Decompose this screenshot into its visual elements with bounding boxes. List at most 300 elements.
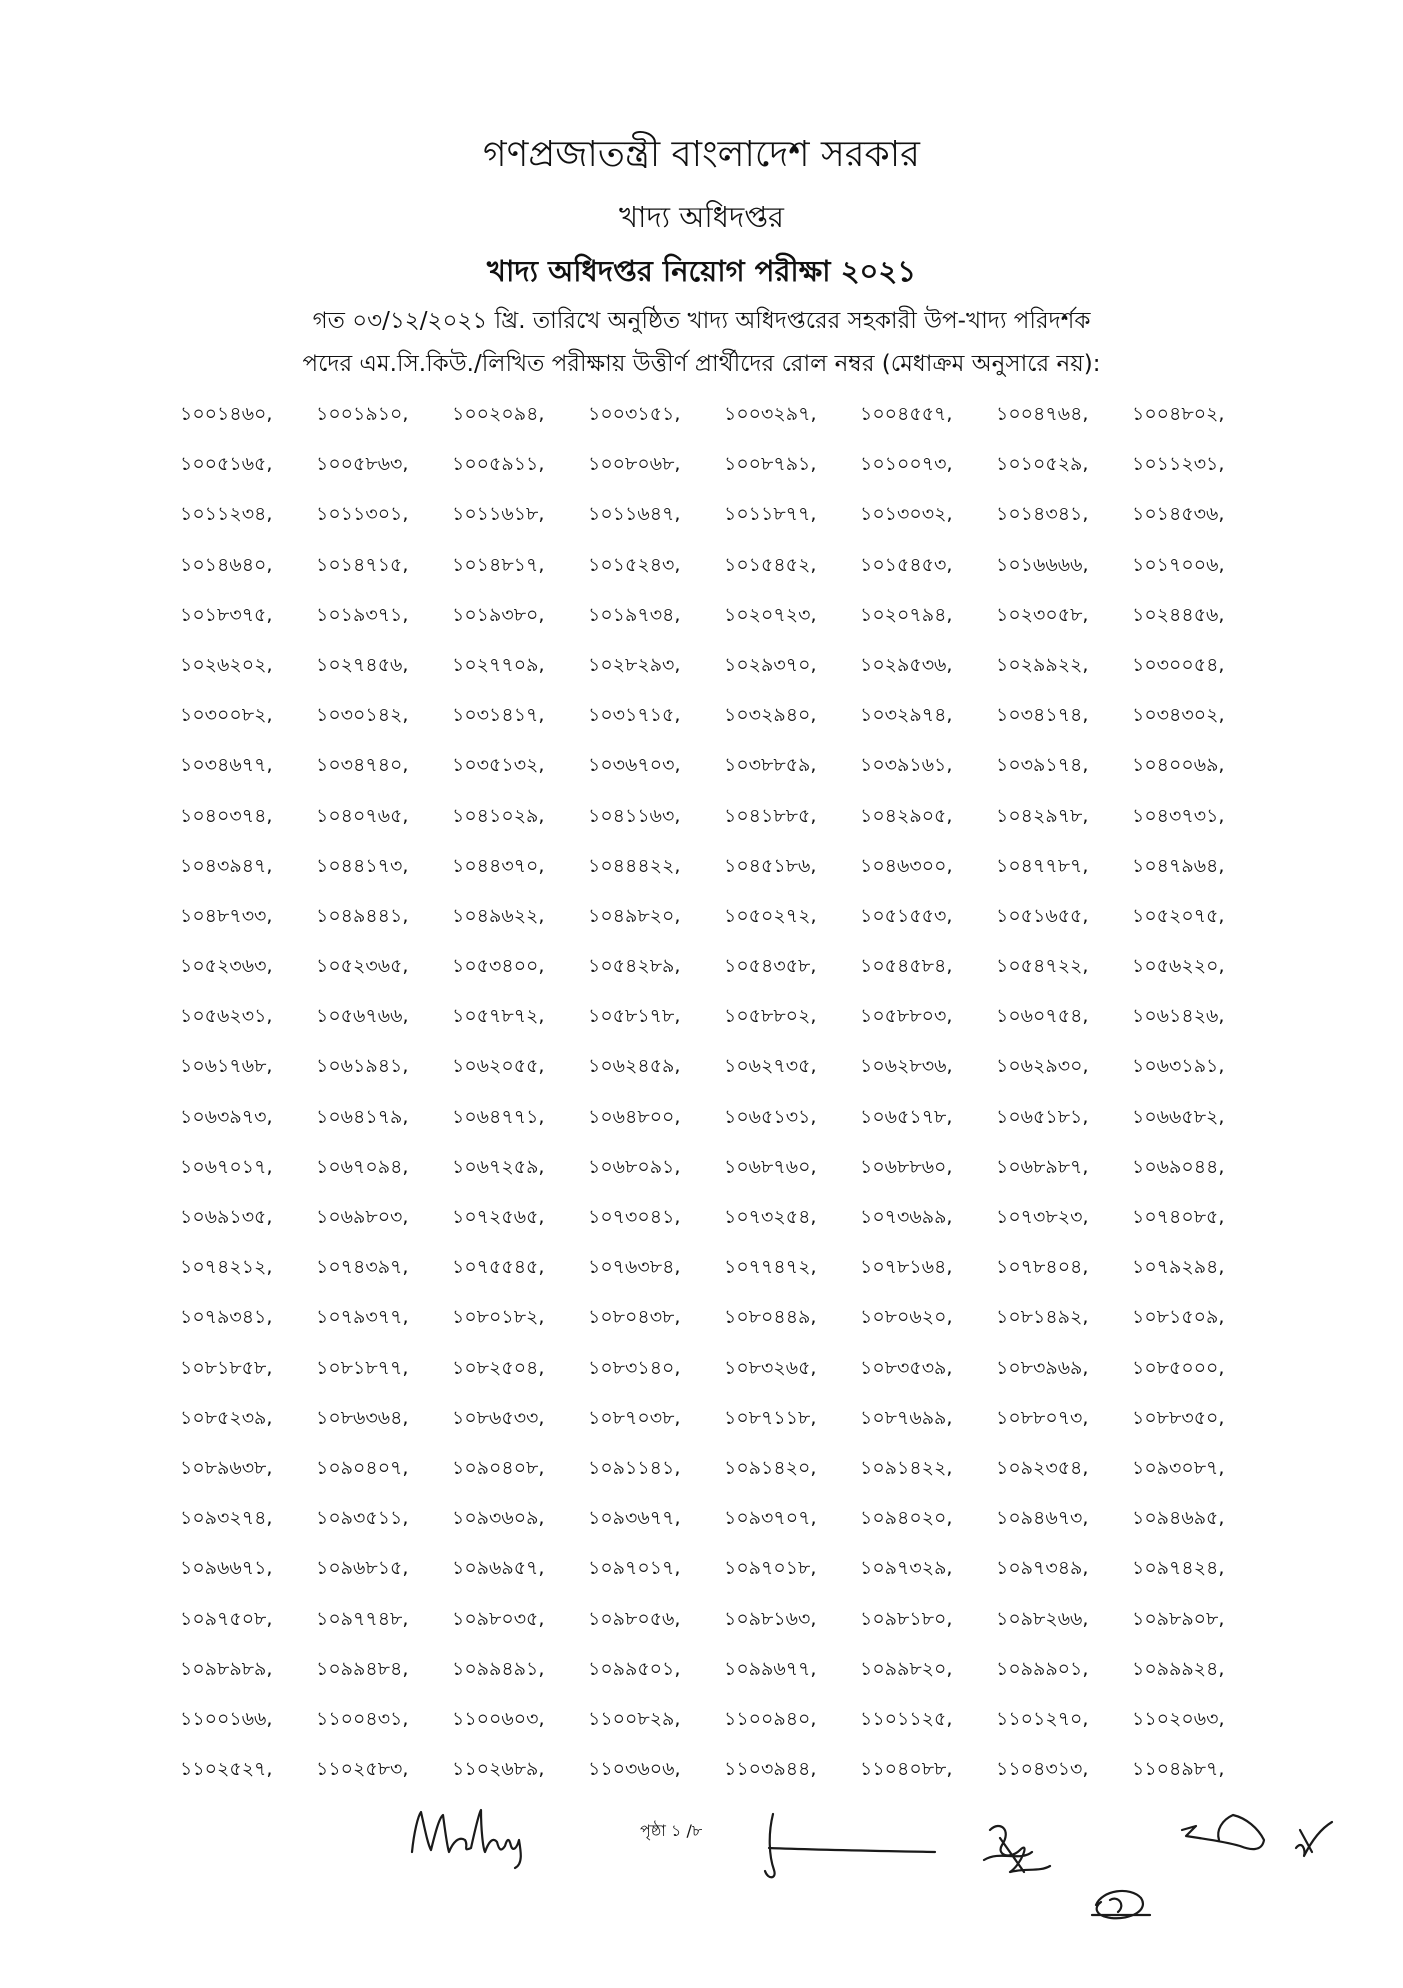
roll-number: ১১০০৯৪০ (724, 1707, 811, 1730)
roll-number-cell (996, 841, 1132, 891)
roll-number: ১০৫৭৮৭২ (452, 1005, 539, 1028)
roll-number-separator: , (538, 1657, 545, 1680)
roll-number-cell (588, 941, 724, 991)
roll-number-cell (860, 640, 996, 690)
roll-number-separator: , (810, 503, 817, 526)
roll-number-cell (452, 841, 588, 891)
roll-number-cell (588, 791, 724, 841)
roll-number-separator: , (538, 1406, 545, 1429)
roll-number-cell (860, 690, 996, 740)
roll-number: ১০২৯৩৭০ (724, 653, 811, 676)
roll-number-separator: , (1218, 403, 1225, 425)
roll-number-cell (180, 740, 316, 790)
roll-number-separator: , (1082, 1707, 1089, 1730)
roll-number: ১০৯৮৯০৮ (1132, 1607, 1219, 1630)
roll-number-separator: , (266, 1406, 273, 1429)
roll-number-separator: , (538, 1557, 545, 1580)
roll-number: ১০৬৯০৪৪ (1132, 1155, 1219, 1178)
roll-number-separator: , (266, 1356, 273, 1379)
roll-number-separator: , (810, 1256, 817, 1279)
roll-number: ১১০৩৯৪৪ (724, 1758, 811, 1781)
roll-number-separator: , (538, 955, 545, 978)
roll-number-separator: , (402, 1155, 409, 1178)
roll-number-cell (588, 439, 724, 489)
roll-number-separator: , (1082, 1657, 1089, 1680)
roll-number-separator: , (674, 1607, 681, 1630)
roll-number: ১০২৪৪৫৬ (1132, 603, 1219, 626)
roll-number: ১০০৩১৫১ (588, 403, 675, 425)
roll-number-cell (588, 1242, 724, 1292)
roll-number: ১০৫৬২৩১ (180, 1005, 267, 1028)
roll-number-cell (180, 590, 316, 640)
roll-number-cell (452, 590, 588, 640)
roll-number-separator: , (1218, 1055, 1225, 1078)
roll-number-cell (860, 489, 996, 539)
roll-number-cell (180, 1594, 316, 1644)
roll-number-cell (724, 1192, 860, 1242)
roll-number-separator: , (402, 603, 409, 626)
roll-number-cell (724, 690, 860, 740)
roll-number-cell (316, 590, 452, 640)
roll-number-cell (180, 1744, 316, 1794)
roll-number-cell (1132, 1644, 1268, 1694)
roll-number-separator: , (946, 403, 953, 425)
roll-number-separator: , (538, 1055, 545, 1078)
roll-number-separator: , (402, 1105, 409, 1128)
roll-number-cell (860, 1644, 996, 1694)
roll-number: ১০৯৯৪৮৪ (316, 1657, 403, 1680)
roll-number: ১০৯৪৬৭৩ (996, 1507, 1083, 1530)
roll-number: ১০৬৩৯৭৩ (180, 1105, 267, 1128)
roll-number-separator: , (1218, 1356, 1225, 1379)
roll-number-cell (1132, 1041, 1268, 1091)
roll-number-cell (724, 1493, 860, 1543)
roll-number-separator: , (1218, 1758, 1225, 1781)
roll-number-separator: , (1082, 1256, 1089, 1279)
roll-number-separator: , (1082, 1557, 1089, 1580)
roll-number: ১০৭৪০৮৫ (1132, 1206, 1219, 1228)
roll-number-separator: , (674, 704, 681, 727)
roll-number: ১১০৪০৮৮ (860, 1758, 947, 1781)
roll-number: ১০৫৩৪০০ (452, 955, 539, 978)
roll-number: ১০৮৮৩৫০ (1132, 1406, 1219, 1429)
roll-number-cell (452, 1694, 588, 1744)
roll-number-cell (316, 389, 452, 439)
roll-number-cell (1132, 841, 1268, 891)
roll-number-separator: , (402, 854, 409, 877)
roll-number-cell (180, 389, 316, 439)
roll-number-cell (588, 891, 724, 941)
roll-number-cell (724, 1343, 860, 1393)
roll-number: ১০৩৫১৩২ (452, 754, 539, 777)
roll-number-separator: , (946, 1206, 953, 1228)
roll-number-cell (860, 1493, 996, 1543)
roll-number-cell (180, 1041, 316, 1091)
roll-number-separator: , (402, 503, 409, 526)
roll-number-separator: , (402, 1406, 409, 1429)
roll-number-separator: , (1218, 704, 1225, 727)
roll-number-separator: , (1082, 854, 1089, 877)
roll-number-separator: , (402, 754, 409, 777)
roll-number-separator: , (266, 1758, 273, 1781)
roll-number-separator: , (1218, 1507, 1225, 1530)
roll-number-separator: , (1082, 1758, 1089, 1781)
roll-number-cell (180, 791, 316, 841)
roll-number-cell (1132, 1493, 1268, 1543)
roll-number-separator: , (1082, 553, 1089, 576)
roll-number-separator: , (1082, 653, 1089, 676)
roll-number-cell (996, 540, 1132, 590)
roll-number-cell (860, 1041, 996, 1091)
roll-number-separator: , (946, 1105, 953, 1128)
roll-number-cell (1132, 941, 1268, 991)
roll-number: ১০০৫৮৬৩ (316, 453, 403, 476)
roll-number-separator: , (810, 754, 817, 777)
roll-number-cell (1132, 540, 1268, 590)
roll-number: ১০৯৮২৬৬ (996, 1607, 1083, 1630)
roll-number-separator: , (402, 1206, 409, 1228)
roll-number-cell (316, 1644, 452, 1694)
roll-number: ১০৮৩৯৬৯ (996, 1356, 1083, 1379)
signature-5 (1296, 1822, 1332, 1856)
roll-number-separator: , (1218, 453, 1225, 476)
roll-number: ১০৪৯৮২০ (588, 904, 675, 927)
roll-number-separator: , (1218, 804, 1225, 827)
roll-number-cell (316, 1292, 452, 1342)
roll-number-cell (452, 1092, 588, 1142)
roll-number-separator: , (810, 1758, 817, 1781)
roll-number-cell (724, 389, 860, 439)
roll-number-cell (452, 1242, 588, 1292)
roll-number-cell (996, 791, 1132, 841)
roll-number: ১০৮১৮৭৭ (316, 1356, 403, 1379)
roll-number-separator: , (674, 403, 681, 425)
roll-number: ১০৯৭৫০৮ (180, 1607, 267, 1630)
roll-number-cell (180, 1142, 316, 1192)
roll-number: ১০৬৬৫৮২ (1132, 1105, 1219, 1128)
roll-number-cell (1132, 791, 1268, 841)
roll-number: ১০৬৫১৭৮ (860, 1105, 947, 1128)
roll-number-separator: , (946, 1557, 953, 1580)
roll-number-separator: , (538, 653, 545, 676)
roll-number: ১০৯১৪২২ (860, 1456, 947, 1479)
roll-number: ১০৯৮১৮০ (860, 1607, 947, 1630)
roll-number-cell (180, 891, 316, 941)
roll-number-cell (996, 1594, 1132, 1644)
roll-number-cell (588, 991, 724, 1041)
roll-number: ১০৭৭৪৭২ (724, 1256, 811, 1279)
roll-number-separator: , (1082, 1507, 1089, 1530)
roll-number-separator: , (674, 804, 681, 827)
roll-number-cell (180, 1543, 316, 1593)
roll-number: ১০৩৯১৬১ (860, 754, 947, 777)
roll-number: ১০৬৫১৩১ (724, 1105, 811, 1128)
roll-number: ১০০৪৫৫৭ (860, 403, 947, 425)
roll-number: ১১০১২৭০ (996, 1707, 1083, 1730)
roll-number-separator: , (402, 904, 409, 927)
roll-number: ১০২৮২৯৩ (588, 653, 675, 676)
roll-number-cell (724, 941, 860, 991)
roll-number-separator: , (1218, 553, 1225, 576)
roll-number: ১১০০৪৩১ (316, 1707, 403, 1730)
roll-number-cell (996, 1092, 1132, 1142)
roll-number: ১০১৫৪৫২ (724, 553, 811, 576)
roll-number: ১০৬১৪২৬ (1132, 1005, 1219, 1028)
roll-number: ১০৫১৬৫৫ (996, 904, 1083, 927)
roll-number: ১০৩৮৮৫৯ (724, 754, 811, 777)
roll-number: ১০৭৯৩৪১ (180, 1306, 267, 1329)
roll-number: ১০৩৪১৭৪ (996, 704, 1083, 727)
roll-number: ১০৬৪৮০০ (588, 1105, 675, 1128)
roll-number: ১০৬১৭৬৮ (180, 1055, 267, 1078)
roll-number-cell (180, 1343, 316, 1393)
roll-number-separator: , (810, 553, 817, 576)
roll-number-cell (996, 1694, 1132, 1744)
roll-number: ১০৯৩০৮৭ (1132, 1456, 1219, 1479)
roll-number: ১০৩৪৩০২ (1132, 704, 1219, 727)
roll-number-cell (996, 1543, 1132, 1593)
roll-number-cell (724, 740, 860, 790)
roll-number: ১০৫১৫৫৩ (860, 904, 947, 927)
roll-number-separator: , (946, 1406, 953, 1429)
roll-number: ১০৯৭৭৪৮ (316, 1607, 403, 1630)
roll-number: ১০৮৯৬৩৮ (180, 1456, 267, 1479)
roll-number-cell (724, 1694, 860, 1744)
roll-number-separator: , (674, 904, 681, 927)
roll-number-separator: , (1082, 804, 1089, 827)
roll-number-separator: , (402, 1456, 409, 1479)
roll-number: ১০৬৪১৭৯ (316, 1105, 403, 1128)
roll-number-separator: , (946, 1306, 953, 1329)
roll-number-separator: , (538, 603, 545, 626)
roll-number-cell (860, 1292, 996, 1342)
roll-number-separator: , (946, 854, 953, 877)
roll-number-separator: , (810, 1557, 817, 1580)
roll-number-cell (996, 1744, 1132, 1794)
roll-number-separator: , (538, 1356, 545, 1379)
roll-number-separator: , (266, 1607, 273, 1630)
roll-number-separator: , (946, 1005, 953, 1028)
roll-number-cell (452, 1041, 588, 1091)
roll-number-cell (724, 1142, 860, 1192)
roll-number-separator: , (538, 1155, 545, 1178)
roll-number-cell (996, 1192, 1132, 1242)
roll-number-cell (588, 1694, 724, 1744)
roll-number: ১১০০৬০৩ (452, 1707, 539, 1730)
roll-number-separator: , (538, 503, 545, 526)
roll-number-separator: , (538, 1707, 545, 1730)
roll-number-cell (724, 1242, 860, 1292)
roll-number-cell (452, 1493, 588, 1543)
roll-number-separator: , (1082, 403, 1089, 425)
roll-number: ১০১০০৭৩ (860, 453, 947, 476)
roll-number-cell (452, 439, 588, 489)
roll-number-separator: , (538, 904, 545, 927)
roll-number-cell (724, 540, 860, 590)
roll-number: ১০৮০৬২০ (860, 1306, 947, 1329)
roll-number: ১০৫৮১৭৮ (588, 1005, 675, 1028)
roll-number-cell (996, 590, 1132, 640)
roll-number: ১০৮৩২৬৫ (724, 1356, 811, 1379)
government-title: গণপ্রজাতন্ত্রী বাংলাদেশ সরকার (482, 134, 920, 175)
signature-4 (1182, 1815, 1264, 1849)
roll-number-cell (860, 1594, 996, 1644)
roll-number-cell (1132, 891, 1268, 941)
roll-number: ১০৫২৩৬৩ (180, 955, 267, 978)
roll-number-separator: , (674, 1005, 681, 1028)
roll-number-separator: , (674, 653, 681, 676)
roll-number-cell (860, 439, 996, 489)
roll-number-separator: , (538, 854, 545, 877)
roll-number-separator: , (538, 1005, 545, 1028)
roll-number: ১০৮০৪৪৯ (724, 1306, 811, 1329)
roll-number: ১০৯০৪০৭ (316, 1456, 403, 1479)
roll-number: ১০৪০০৬৯ (1132, 754, 1219, 777)
roll-number-cell (452, 1644, 588, 1694)
roll-number-separator: , (674, 1758, 681, 1781)
roll-number: ১০২৭৪৫৬ (316, 653, 403, 676)
roll-number: ১০৭২৫৬৫ (452, 1206, 539, 1228)
roll-number-separator: , (538, 1306, 545, 1329)
roll-number-cell (996, 640, 1132, 690)
roll-number-cell (860, 841, 996, 891)
roll-number-separator: , (810, 1406, 817, 1429)
roll-number: ১০০৪৭৬৪ (996, 403, 1083, 425)
roll-number-cell (996, 1393, 1132, 1443)
roll-number: ১০১৪৩৪১ (996, 503, 1083, 526)
roll-number-cell (724, 1393, 860, 1443)
roll-number-separator: , (402, 1707, 409, 1730)
roll-number: ১০৯৮৯৮৯ (180, 1657, 267, 1680)
roll-number-separator: , (402, 1758, 409, 1781)
roll-number: ১০৯৮০৩৫ (452, 1607, 539, 1630)
roll-number: ১১০৪৩১৩ (996, 1758, 1083, 1781)
roll-number-separator: , (1218, 1306, 1225, 1329)
roll-number-separator: , (810, 1105, 817, 1128)
roll-number-separator: , (402, 1507, 409, 1530)
roll-number-separator: , (810, 1155, 817, 1178)
roll-number: ১০২৯৯২২ (996, 653, 1083, 676)
roll-number: ১০২০৭৯৪ (860, 603, 947, 626)
roll-number-cell (1132, 1192, 1268, 1242)
roll-number-separator: , (266, 754, 273, 777)
roll-number-cell (996, 991, 1132, 1041)
roll-number-separator: , (810, 1456, 817, 1479)
roll-number-separator: , (810, 403, 817, 425)
roll-number-cell (588, 489, 724, 539)
roll-number-separator: , (674, 955, 681, 978)
signature-6 (1092, 1891, 1150, 1918)
roll-number: ১০৯৩৬০৯ (452, 1507, 539, 1530)
roll-number-cell (724, 841, 860, 891)
roll-number: ১০৭৩৮২৩ (996, 1206, 1083, 1228)
roll-number: ১০৮৭৬৯৯ (860, 1406, 947, 1429)
roll-number-cell (860, 1744, 996, 1794)
roll-number-separator: , (266, 1707, 273, 1730)
roll-number-cell (588, 841, 724, 891)
roll-number-separator: , (1082, 1406, 1089, 1429)
roll-number-separator: , (674, 854, 681, 877)
roll-number: ১০৬৭০১৭ (180, 1155, 267, 1178)
roll-number-separator: , (1082, 1607, 1089, 1630)
roll-number-separator: , (402, 1256, 409, 1279)
roll-number-cell (316, 640, 452, 690)
roll-number-separator: , (1218, 653, 1225, 676)
roll-number: ১০১৯৩৮০ (452, 603, 539, 626)
roll-number-separator: , (538, 403, 545, 425)
roll-number-cell (860, 941, 996, 991)
roll-number: ১০৯৭৩৪৯ (996, 1557, 1083, 1580)
roll-number-separator: , (402, 1055, 409, 1078)
roll-number-separator: , (266, 653, 273, 676)
roll-number-cell (588, 740, 724, 790)
roll-number: ১০১১৬৪৭ (588, 503, 675, 526)
roll-number: ১০৪১৮৮৫ (724, 804, 811, 827)
roll-number: ১০৯৩৬৭৭ (588, 1507, 675, 1530)
roll-number-separator: , (1082, 1356, 1089, 1379)
roll-number-cell (316, 1343, 452, 1393)
roll-number-cell (996, 941, 1132, 991)
roll-number-cell (588, 1543, 724, 1593)
roll-number-cell (316, 991, 452, 1041)
roll-number-cell (996, 1443, 1132, 1493)
roll-number-cell (180, 439, 316, 489)
roll-number-separator: , (674, 1657, 681, 1680)
roll-number-separator: , (946, 955, 953, 978)
roll-number-separator: , (1218, 1005, 1225, 1028)
roll-number: ১০১৯৩৭১ (316, 603, 403, 626)
roll-number: ১০৪৯৪৪১ (316, 904, 403, 927)
roll-number-cell (588, 1393, 724, 1443)
roll-number: ১০৬২৭৩৫ (724, 1055, 811, 1078)
roll-number: ১০৬৮৮৬০ (860, 1155, 947, 1178)
roll-number-cell (724, 640, 860, 690)
roll-number: ১০৫৮৮০২ (724, 1005, 811, 1028)
roll-number: ১০৮৩৫৩৯ (860, 1356, 947, 1379)
roll-number: ১০৭৪২১২ (180, 1256, 267, 1279)
roll-number: ১০২০৭২৩ (724, 603, 811, 626)
roll-number-separator: , (1082, 955, 1089, 978)
roll-number-cell (1132, 991, 1268, 1041)
roll-number: ১০৬৭২৫৯ (452, 1155, 539, 1178)
roll-number-separator: , (810, 1707, 817, 1730)
roll-number-cell (724, 1644, 860, 1694)
roll-number: ১০৪২৯০৫ (860, 804, 947, 827)
roll-number: ১০৫৮৮০৩ (860, 1005, 947, 1028)
roll-number: ১০০২০৯৪ (452, 403, 539, 425)
roll-number-separator: , (266, 1557, 273, 1580)
roll-number: ১০৯৮০৫৬ (588, 1607, 675, 1630)
roll-number: ১০৯৯৪৯১ (452, 1657, 539, 1680)
roll-number-separator: , (402, 1356, 409, 1379)
roll-number-cell (180, 1242, 316, 1292)
roll-number-cell (996, 891, 1132, 941)
roll-number-separator: , (946, 1456, 953, 1479)
roll-number-cell (316, 941, 452, 991)
roll-number-cell (1132, 1443, 1268, 1493)
roll-number-separator: , (266, 553, 273, 576)
roll-number: ১০৫২৩৬৫ (316, 955, 403, 978)
roll-number-separator: , (946, 904, 953, 927)
roll-number: ১০৭৮১৬৪ (860, 1256, 947, 1279)
roll-number: ১০৯৯৬৭৭ (724, 1657, 811, 1680)
roll-number: ১০৯৯৫০১ (588, 1657, 675, 1680)
roll-number-cell (316, 1543, 452, 1593)
roll-number-separator: , (1082, 603, 1089, 626)
roll-number-cell (724, 991, 860, 1041)
roll-number-separator: , (538, 804, 545, 827)
roll-number-separator: , (810, 854, 817, 877)
